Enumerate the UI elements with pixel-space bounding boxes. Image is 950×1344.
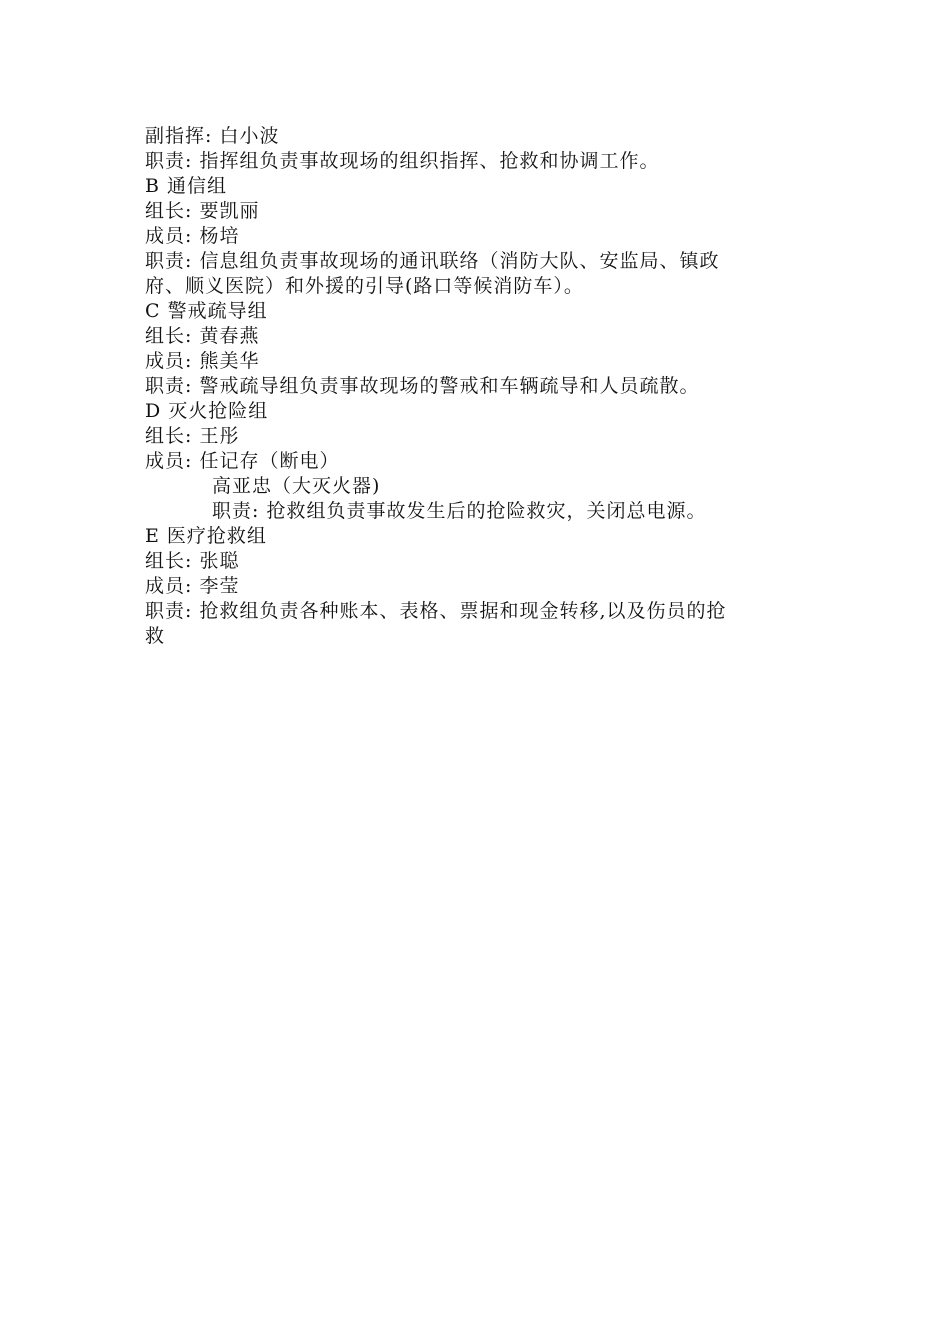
document-body [145, 124, 810, 649]
command-group-duty-line: 职责: 指挥组负责事故现场的组织指挥、抢救和协调工作。 [145, 150, 660, 172]
guard-leader-line: 组长: 黄春燕 [145, 325, 260, 347]
communication-leader-line: 组长: 要凯丽 [145, 200, 260, 222]
guard-member-line: 成员: 熊美华 [145, 350, 260, 372]
guard-duty-line: 职责: 警戒疏导组负责事故现场的警戒和车辆疏导和人员疏散。 [145, 375, 700, 397]
medical-duty-line-cont: 救 [145, 625, 166, 647]
medical-duty-line: 职责: 抢救组负责各种账本、表格、票据和现金转移,以及伤员的抢 [145, 600, 727, 622]
communication-duty-line-cont: 府、顺义医院）和外援的引导(路口等候消防车）。 [145, 275, 584, 297]
communication-duty-line: 职责: 信息组负责事故现场的通讯联络（消防大队、安监局、镇政 [145, 250, 720, 272]
medical-leader-line: 组长: 张聪 [145, 550, 240, 572]
section-heading-medical: E 医疗抢救组 [145, 525, 267, 547]
medical-member-line: 成员: 李莹 [145, 575, 240, 597]
firefighting-member-line: 成员: 任记存（断电） [145, 450, 340, 472]
deputy-commander-line: 副指挥: 白小波 [145, 125, 280, 147]
section-heading-guard: C 警戒疏导组 [145, 300, 268, 322]
section-heading-communication: B 通信组 [145, 175, 228, 197]
firefighting-member-line-2: 高亚忠（大灭火器) [212, 475, 381, 497]
section-heading-firefighting: D 灭火抢险组 [145, 400, 269, 422]
firefighting-leader-line: 组长: 王彤 [145, 425, 240, 447]
firefighting-duty-line: 职责: 抢救组负责事故发生后的抢险救灾，关闭总电源。 [212, 500, 707, 522]
communication-member-line: 成员: 杨培 [145, 225, 240, 247]
